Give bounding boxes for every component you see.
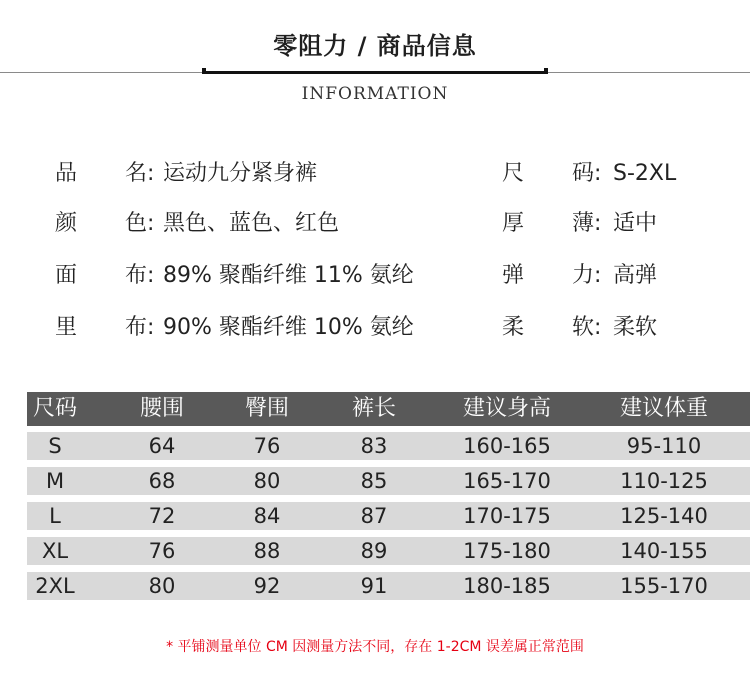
table-cell: 80 (148, 574, 176, 598)
info-row (0, 254, 750, 298)
table-cell: 180-185 (463, 574, 551, 598)
info-value: 90% 聚酯纤维 10% 氨纶 (163, 315, 414, 340)
header-cell: 臀围 (244, 396, 289, 421)
info-label: 尺 (502, 161, 525, 186)
table-cell: 76 (253, 434, 281, 458)
info-value: 黑色、蓝色、红色 (163, 211, 340, 236)
header-cell: 腰围 (139, 396, 184, 421)
table-cell: 170-175 (463, 504, 551, 528)
title-underline (202, 71, 548, 74)
table-cell: 95-110 (626, 434, 702, 458)
table-cell: L (49, 504, 61, 528)
table-cell: 83 (360, 434, 388, 458)
info-value: 89% 聚酯纤维 11% 氨纶 (163, 263, 414, 288)
info-label: 色: (125, 211, 155, 236)
measurement-note: * 平铺测量单位 CM 因测量方法不同，存在 1-2CM 误差属正常范围 (166, 639, 584, 655)
table-cell: 80 (253, 469, 281, 493)
table-header (27, 392, 750, 426)
info-row (0, 152, 750, 196)
table-cell: 125-140 (620, 504, 708, 528)
table-row (27, 432, 750, 460)
table-cell: 92 (253, 574, 281, 598)
info-label: 品 (55, 161, 78, 186)
table-cell: XL (41, 539, 69, 563)
table-cell: 87 (360, 504, 388, 528)
info-label: 布: (125, 315, 155, 340)
table-cell: 68 (148, 469, 176, 493)
table-cell: M (45, 469, 65, 493)
table-cell: 175-180 (463, 539, 551, 563)
table-cell: 76 (148, 539, 176, 563)
table-cell: 84 (253, 504, 281, 528)
info-value: 柔软 (613, 315, 658, 340)
table-cell: 91 (360, 574, 388, 598)
table-cell: S (48, 434, 62, 458)
info-label: 柔 (502, 315, 525, 340)
info-label: 布: (125, 263, 155, 288)
table-cell: 64 (148, 434, 176, 458)
info-label: 软: (572, 315, 602, 340)
header-cell: 建议体重 (619, 396, 708, 421)
info-label: 弹 (502, 263, 525, 288)
info-value: 高弹 (613, 263, 658, 288)
info-value: 适中 (613, 211, 658, 236)
info-label: 力: (572, 263, 602, 288)
info-label: 名: (125, 161, 155, 186)
table-cell: 160-165 (463, 434, 551, 458)
info-label: 面 (55, 263, 78, 288)
header-cell: 裤长 (351, 396, 396, 421)
page-subtitle: INFORMATION (301, 84, 449, 104)
table-row (27, 467, 750, 495)
table-cell: 72 (148, 504, 176, 528)
table-row (27, 572, 750, 600)
info-value: S-2XL (613, 161, 677, 186)
header-cell: 建议身高 (462, 396, 551, 421)
page-title: 零阻力 / 商品信息 (273, 32, 477, 60)
info-row (0, 202, 750, 246)
info-label: 里 (55, 315, 78, 340)
header-cell: 尺码 (32, 396, 77, 421)
table-cell: 155-170 (620, 574, 708, 598)
table-cell: 110-125 (620, 469, 708, 493)
table-row (27, 502, 750, 530)
info-label: 码: (572, 161, 602, 186)
info-row (0, 306, 750, 350)
table-row (27, 537, 750, 565)
table-cell: 89 (360, 539, 388, 563)
table-cell: 2XL (35, 574, 75, 598)
info-label: 薄: (572, 211, 602, 236)
table-cell: 165-170 (463, 469, 551, 493)
table-cell: 88 (253, 539, 281, 563)
table-cell: 85 (360, 469, 388, 493)
info-label: 颜 (55, 211, 78, 236)
info-value: 运动九分紧身裤 (163, 161, 318, 186)
info-label: 厚 (502, 211, 525, 236)
table-cell: 140-155 (620, 539, 708, 563)
